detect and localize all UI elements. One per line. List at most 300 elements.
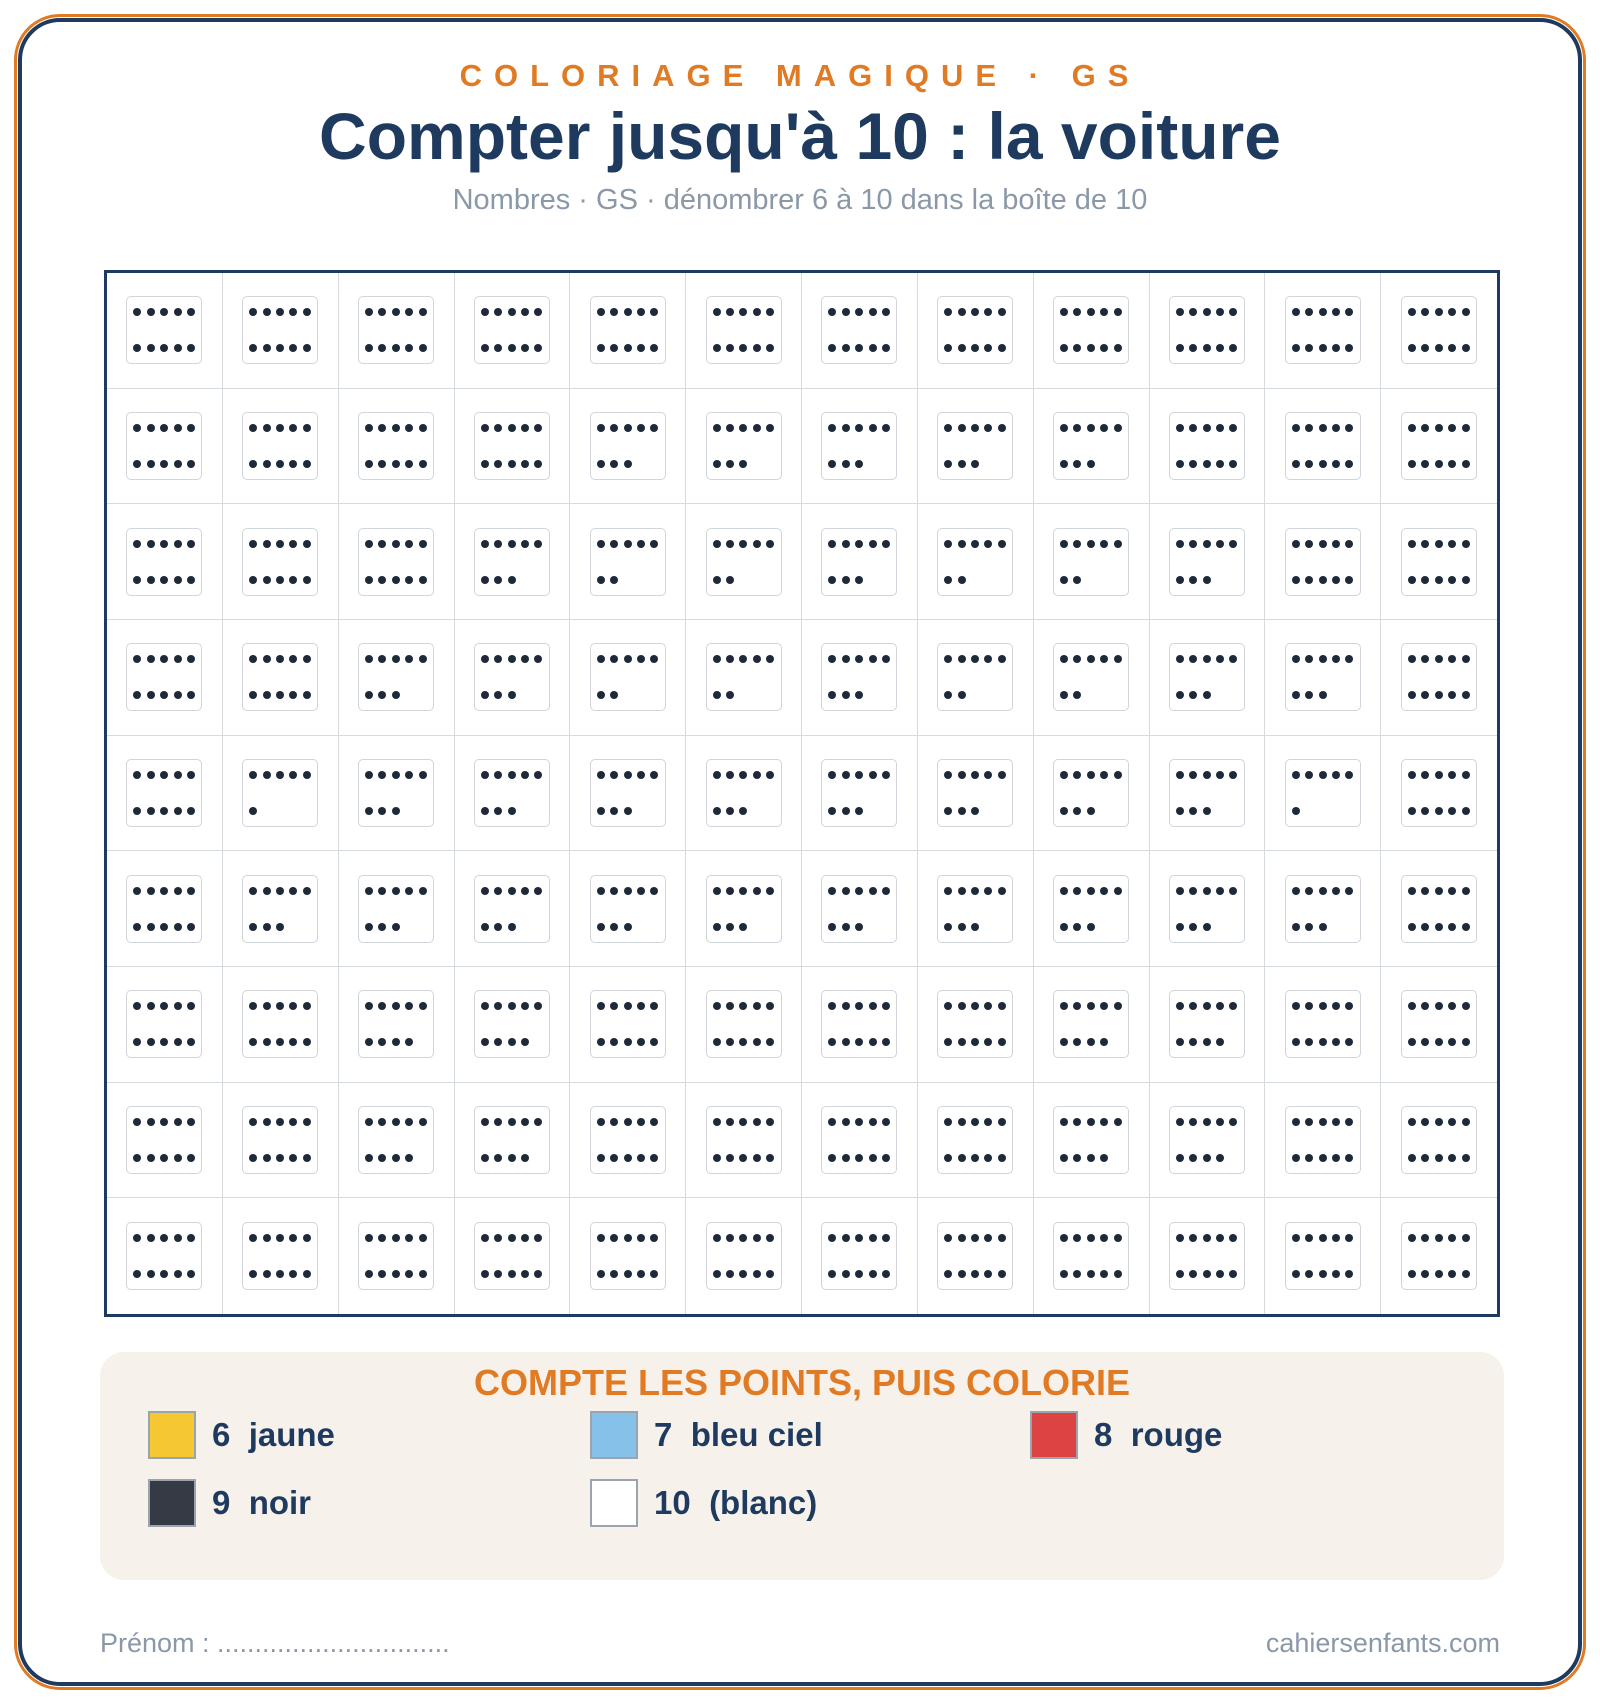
grid-cell[interactable]	[1381, 389, 1497, 505]
legend-color-name: bleu ciel	[690, 1416, 823, 1453]
count-dot	[303, 576, 311, 584]
grid-cell[interactable]	[686, 851, 802, 967]
count-dot	[392, 576, 400, 584]
grid-cell[interactable]	[107, 851, 223, 967]
count-dot	[263, 887, 271, 895]
count-dot	[1189, 771, 1197, 779]
ten-frame	[242, 296, 318, 364]
count-dot	[1408, 771, 1416, 779]
grid-cell[interactable]	[570, 851, 686, 967]
grid-cell[interactable]	[107, 967, 223, 1083]
ten-frame	[1169, 759, 1245, 827]
color-swatch-black[interactable]	[148, 1479, 196, 1527]
grid-cell[interactable]	[802, 851, 918, 967]
count-dot	[1229, 1118, 1237, 1126]
count-dot	[289, 1270, 297, 1278]
count-dot	[828, 540, 836, 548]
count-dot	[303, 1038, 311, 1046]
grid-cell[interactable]	[686, 736, 802, 852]
count-dot	[650, 1118, 658, 1126]
grid-cell[interactable]	[1265, 851, 1381, 967]
ten-frame	[1285, 759, 1361, 827]
count-dot	[508, 807, 516, 815]
ten-frame	[1169, 412, 1245, 480]
grid-cell[interactable]	[686, 1198, 802, 1314]
ten-frame	[242, 412, 318, 480]
grid-cell[interactable]	[802, 620, 918, 736]
grid-cell[interactable]	[455, 967, 571, 1083]
grid-cell[interactable]	[1381, 967, 1497, 1083]
grid-cell[interactable]	[1034, 273, 1150, 389]
grid-cell[interactable]	[1381, 273, 1497, 389]
grid-cell[interactable]	[1150, 1198, 1266, 1314]
count-dot	[726, 691, 734, 699]
ten-frame	[706, 1222, 782, 1290]
count-dot	[1292, 807, 1300, 815]
grid-cell[interactable]	[802, 967, 918, 1083]
count-dot	[481, 771, 489, 779]
count-dot	[133, 655, 141, 663]
count-dot	[1305, 424, 1313, 432]
count-dot	[624, 424, 632, 432]
grid-cell[interactable]	[1034, 736, 1150, 852]
grid-cell[interactable]	[802, 389, 918, 505]
count-dot	[713, 1038, 721, 1046]
count-dot	[597, 923, 605, 931]
count-dot	[882, 887, 890, 895]
count-dot	[303, 1234, 311, 1242]
count-dot	[1216, 1234, 1224, 1242]
grid-cell[interactable]	[918, 389, 1034, 505]
grid-cell[interactable]	[802, 1198, 918, 1314]
grid-cell[interactable]	[918, 736, 1034, 852]
grid-cell[interactable]	[223, 851, 339, 967]
grid-cell[interactable]	[686, 620, 802, 736]
grid-cell[interactable]	[223, 620, 339, 736]
color-swatch-white[interactable]	[590, 1479, 638, 1527]
count-dot	[842, 540, 850, 548]
count-dot	[289, 1038, 297, 1046]
count-dot	[1462, 887, 1470, 895]
count-dot	[726, 807, 734, 815]
count-dot	[481, 344, 489, 352]
grid-cell[interactable]	[570, 1198, 686, 1314]
count-dot	[365, 807, 373, 815]
count-dot	[365, 655, 373, 663]
count-dot	[753, 887, 761, 895]
grid-cell[interactable]	[107, 1198, 223, 1314]
count-dot	[174, 923, 182, 931]
count-dot	[753, 1270, 761, 1278]
count-dot	[508, 771, 516, 779]
count-dot	[1292, 923, 1300, 931]
count-dot	[869, 1234, 877, 1242]
grid-cell[interactable]	[339, 967, 455, 1083]
grid-cell[interactable]	[1150, 273, 1266, 389]
grid-cell[interactable]	[1381, 620, 1497, 736]
count-dot	[303, 655, 311, 663]
ten-frame	[937, 412, 1013, 480]
count-dot	[1203, 540, 1211, 548]
grid-cell[interactable]	[1150, 736, 1266, 852]
count-dot	[1421, 1154, 1429, 1162]
grid-cell[interactable]	[1265, 620, 1381, 736]
count-dot	[1319, 460, 1327, 468]
count-dot	[998, 424, 1006, 432]
count-dot	[1332, 887, 1340, 895]
grid-cell[interactable]	[918, 851, 1034, 967]
count-dot	[1229, 655, 1237, 663]
grid-cell[interactable]	[1265, 273, 1381, 389]
count-dot	[1292, 540, 1300, 548]
grid-cell[interactable]	[1150, 504, 1266, 620]
grid-cell[interactable]	[1034, 389, 1150, 505]
grid-cell[interactable]	[223, 1083, 339, 1199]
grid-cell[interactable]	[570, 504, 686, 620]
grid-cell[interactable]	[570, 1083, 686, 1199]
count-dot	[174, 424, 182, 432]
count-dot	[174, 344, 182, 352]
grid-cell[interactable]	[1265, 389, 1381, 505]
grid-cell[interactable]	[1150, 1083, 1266, 1199]
count-dot	[984, 771, 992, 779]
count-dot	[971, 1234, 979, 1242]
grid-cell[interactable]	[1034, 1083, 1150, 1199]
count-dot	[276, 887, 284, 895]
count-dot	[494, 923, 502, 931]
count-dot	[1435, 1002, 1443, 1010]
ten-frame	[821, 412, 897, 480]
grid-cell[interactable]	[455, 273, 571, 389]
count-dot	[855, 344, 863, 352]
ten-frame	[1169, 528, 1245, 596]
count-dot	[1060, 1118, 1068, 1126]
grid-cell[interactable]	[570, 967, 686, 1083]
ten-frame	[821, 1106, 897, 1174]
count-dot	[378, 1002, 386, 1010]
grid-cell[interactable]	[570, 736, 686, 852]
count-dot	[289, 1002, 297, 1010]
count-dot	[1100, 308, 1108, 316]
count-dot	[882, 1038, 890, 1046]
count-dot	[1087, 344, 1095, 352]
count-dot	[637, 344, 645, 352]
grid-cell[interactable]	[339, 389, 455, 505]
count-dot	[147, 655, 155, 663]
count-dot	[1435, 1118, 1443, 1126]
color-swatch-red[interactable]	[1030, 1411, 1078, 1459]
grid-cell[interactable]	[223, 504, 339, 620]
count-dot	[650, 1002, 658, 1010]
count-dot	[739, 1002, 747, 1010]
grid-cell[interactable]	[1150, 851, 1266, 967]
count-dot	[739, 1154, 747, 1162]
count-dot	[739, 807, 747, 815]
count-dot	[610, 424, 618, 432]
grid-cell[interactable]	[1265, 504, 1381, 620]
grid-cell[interactable]	[455, 736, 571, 852]
grid-cell[interactable]	[1381, 1083, 1497, 1199]
count-dot	[1229, 771, 1237, 779]
count-dot	[842, 1002, 850, 1010]
grid-cell[interactable]	[1150, 620, 1266, 736]
count-dot	[984, 540, 992, 548]
grid-cell[interactable]	[1265, 967, 1381, 1083]
count-dot	[944, 1118, 952, 1126]
count-dot	[869, 424, 877, 432]
count-dot	[855, 1038, 863, 1046]
count-dot	[494, 460, 502, 468]
count-dot	[392, 424, 400, 432]
count-dot	[392, 807, 400, 815]
grid-cell[interactable]	[455, 504, 571, 620]
grid-cell[interactable]	[1381, 736, 1497, 852]
count-dot	[1448, 1118, 1456, 1126]
count-dot	[1332, 540, 1340, 548]
legend-title: COMPTE LES POINTS, PUIS COLORIE	[473, 1362, 1131, 1403]
count-dot	[1087, 540, 1095, 548]
grid-cell[interactable]	[918, 1083, 1034, 1199]
grid-cell[interactable]	[570, 273, 686, 389]
ten-frame	[821, 1222, 897, 1290]
grid-cell[interactable]	[339, 851, 455, 967]
grid-cell[interactable]	[918, 273, 1034, 389]
grid-cell[interactable]	[686, 504, 802, 620]
count-dot	[133, 807, 141, 815]
count-dot	[1408, 1038, 1416, 1046]
grid-cell[interactable]	[918, 620, 1034, 736]
grid-cell[interactable]	[570, 620, 686, 736]
count-dot	[160, 460, 168, 468]
grid-cell[interactable]	[455, 1083, 571, 1199]
count-dot	[971, 1118, 979, 1126]
ten-frame	[1053, 296, 1129, 364]
count-dot	[971, 1154, 979, 1162]
count-dot	[1100, 1002, 1108, 1010]
count-dot	[869, 1118, 877, 1126]
count-dot	[637, 1270, 645, 1278]
grid-cell[interactable]	[107, 736, 223, 852]
grid-cell[interactable]	[339, 1083, 455, 1199]
count-dot	[405, 1154, 413, 1162]
grid-cell[interactable]	[1265, 736, 1381, 852]
grid-cell[interactable]	[802, 1083, 918, 1199]
grid-cell[interactable]	[107, 273, 223, 389]
grid-cell[interactable]	[1034, 851, 1150, 967]
grid-cell[interactable]	[223, 967, 339, 1083]
grid-cell[interactable]	[223, 736, 339, 852]
count-dot	[1073, 424, 1081, 432]
ten-frame	[821, 990, 897, 1058]
grid-cell[interactable]	[802, 504, 918, 620]
grid-cell[interactable]	[686, 389, 802, 505]
grid-cell[interactable]	[223, 1198, 339, 1314]
count-dot	[289, 691, 297, 699]
count-dot	[1345, 887, 1353, 895]
grid-cell[interactable]	[107, 1083, 223, 1199]
site-credit: cahiersenfants.com	[1265, 1628, 1500, 1658]
grid-cell[interactable]	[918, 504, 1034, 620]
grid-cell[interactable]	[339, 273, 455, 389]
ten-frame	[126, 1222, 202, 1290]
grid-cell[interactable]	[1034, 620, 1150, 736]
count-dot	[1176, 460, 1184, 468]
grid-cell[interactable]	[339, 620, 455, 736]
grid-cell[interactable]	[1265, 1083, 1381, 1199]
count-dot	[624, 540, 632, 548]
grid-cell[interactable]	[107, 620, 223, 736]
grid-cell[interactable]	[686, 1083, 802, 1199]
ten-frame	[1285, 412, 1361, 480]
color-swatch-light-blue[interactable]	[590, 1411, 638, 1459]
count-dot	[1319, 655, 1327, 663]
count-dot	[855, 424, 863, 432]
count-dot	[1435, 807, 1443, 815]
count-dot	[971, 460, 979, 468]
grid-cell[interactable]	[918, 1198, 1034, 1314]
ten-frame	[1401, 875, 1477, 943]
count-dot	[1203, 1002, 1211, 1010]
grid-cell[interactable]	[455, 389, 571, 505]
count-dot	[378, 771, 386, 779]
count-dot	[855, 1154, 863, 1162]
count-dot	[174, 460, 182, 468]
grid-cell[interactable]	[339, 504, 455, 620]
count-dot	[753, 1234, 761, 1242]
count-dot	[637, 1118, 645, 1126]
coloring-grid	[104, 270, 1500, 1317]
grid-cell[interactable]	[223, 273, 339, 389]
count-dot	[713, 540, 721, 548]
grid-cell[interactable]	[802, 273, 918, 389]
grid-cell[interactable]	[455, 1198, 571, 1314]
count-dot	[984, 887, 992, 895]
count-dot	[637, 308, 645, 316]
count-dot	[597, 308, 605, 316]
grid-cell[interactable]	[1034, 967, 1150, 1083]
count-dot	[1087, 655, 1095, 663]
count-dot	[1421, 1038, 1429, 1046]
count-dot	[842, 1118, 850, 1126]
grid-cell[interactable]	[455, 620, 571, 736]
count-dot	[133, 344, 141, 352]
grid-cell[interactable]	[339, 1198, 455, 1314]
ten-frame	[1169, 875, 1245, 943]
count-dot	[1292, 424, 1300, 432]
grid-cell[interactable]	[223, 389, 339, 505]
count-dot	[405, 1234, 413, 1242]
count-dot	[187, 1038, 195, 1046]
count-dot	[944, 655, 952, 663]
count-dot	[133, 1002, 141, 1010]
count-dot	[276, 1234, 284, 1242]
count-dot	[1332, 655, 1340, 663]
count-dot	[1176, 540, 1184, 548]
grid-cell[interactable]	[339, 736, 455, 852]
count-dot	[739, 308, 747, 316]
count-dot	[1408, 887, 1416, 895]
count-dot	[882, 424, 890, 432]
count-dot	[1319, 1154, 1327, 1162]
grid-cell[interactable]	[1034, 1198, 1150, 1314]
count-dot	[597, 1038, 605, 1046]
count-dot	[739, 344, 747, 352]
count-dot	[1189, 576, 1197, 584]
grid-cell[interactable]	[686, 967, 802, 1083]
grid-cell[interactable]	[802, 736, 918, 852]
count-dot	[726, 424, 734, 432]
grid-cell[interactable]	[1150, 967, 1266, 1083]
count-dot	[842, 344, 850, 352]
count-dot	[1216, 308, 1224, 316]
count-dot	[1189, 424, 1197, 432]
count-dot	[481, 655, 489, 663]
grid-cell[interactable]	[1381, 851, 1497, 967]
grid-cell[interactable]	[686, 273, 802, 389]
grid-cell[interactable]	[1150, 389, 1266, 505]
count-dot	[249, 344, 257, 352]
grid-cell[interactable]	[1381, 1198, 1497, 1314]
count-dot	[1421, 576, 1429, 584]
grid-cell[interactable]	[1034, 504, 1150, 620]
count-dot	[828, 655, 836, 663]
count-dot	[494, 576, 502, 584]
count-dot	[739, 1038, 747, 1046]
ten-frame	[1169, 990, 1245, 1058]
count-dot	[1292, 771, 1300, 779]
count-dot	[739, 460, 747, 468]
count-dot	[289, 655, 297, 663]
count-dot	[1408, 923, 1416, 931]
count-dot	[160, 1154, 168, 1162]
count-dot	[392, 344, 400, 352]
count-dot	[610, 576, 618, 584]
count-dot	[365, 691, 373, 699]
count-dot	[713, 1270, 721, 1278]
count-dot	[1100, 655, 1108, 663]
count-dot	[1435, 460, 1443, 468]
legend-number: 9	[212, 1484, 231, 1521]
grid-cell[interactable]	[918, 967, 1034, 1083]
count-dot	[405, 1038, 413, 1046]
count-dot	[160, 540, 168, 548]
count-dot	[1087, 1118, 1095, 1126]
count-dot	[1435, 576, 1443, 584]
count-dot	[944, 424, 952, 432]
count-dot	[1203, 771, 1211, 779]
count-dot	[534, 1118, 542, 1126]
count-dot	[998, 1002, 1006, 1010]
count-dot	[303, 887, 311, 895]
color-swatch-yellow[interactable]	[148, 1411, 196, 1459]
grid-cell[interactable]	[570, 389, 686, 505]
count-dot	[726, 344, 734, 352]
count-dot	[1345, 655, 1353, 663]
ten-frame	[358, 412, 434, 480]
count-dot	[303, 1002, 311, 1010]
grid-cell[interactable]	[107, 389, 223, 505]
grid-cell[interactable]	[455, 851, 571, 967]
count-dot	[249, 424, 257, 432]
grid-cell[interactable]	[1265, 1198, 1381, 1314]
grid-cell[interactable]	[1381, 504, 1497, 620]
count-dot	[392, 1154, 400, 1162]
count-dot	[855, 1270, 863, 1278]
count-dot	[1216, 540, 1224, 548]
count-dot	[869, 540, 877, 548]
count-dot	[1448, 1234, 1456, 1242]
grid-cell[interactable]	[107, 504, 223, 620]
